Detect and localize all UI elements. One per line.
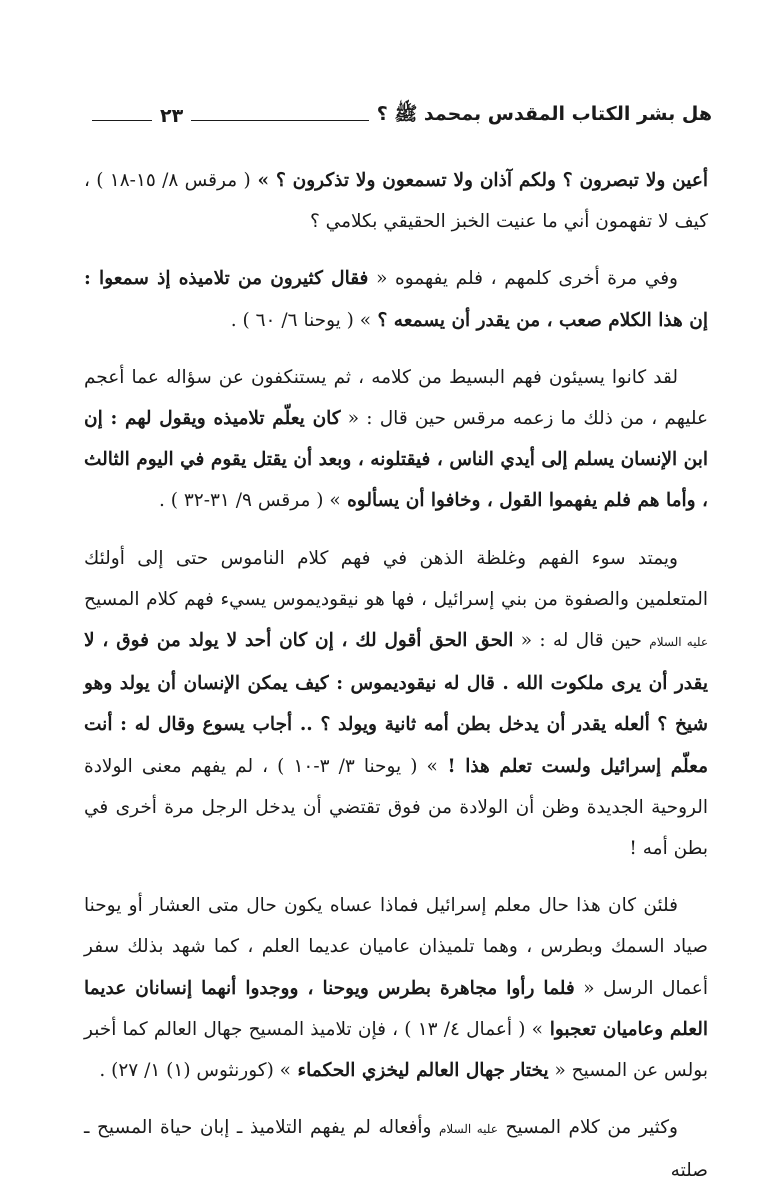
header-rule bbox=[191, 120, 369, 121]
body-run: لقد كانوا يسيئون فهم البسيط من كلامه ، ثم يستنكفون عن سؤاله عما أعجم عليهم ، من ذلك ما زعمه مرقس حين قال : « bbox=[84, 366, 708, 430]
body-run: » (كورنثوس (١) ١/ ٢٧) . bbox=[99, 1060, 291, 1082]
body-run: وكثير من كلام المسيح bbox=[497, 1117, 678, 1139]
quoted-text: يختار جهال العالم ليخزي الحكماء bbox=[291, 1060, 549, 1082]
header-title: هل بشر الكتاب المقدس بمحمد ﷺ ؟ bbox=[376, 103, 712, 125]
body-run: وفي مرة أخرى كلمهم ، فلم يفهموه « bbox=[368, 268, 678, 290]
body-run: فلئن كان هذا حال معلم إسرائيل فماذا عساه يكون حال متى العشار أو يوحنا صياد السمك وبطرس ، وهما تلميذان عاميان عديما العلم ، كما شهد بذلك سفر أعمال الرسل « bbox=[84, 895, 708, 999]
header-rule-end bbox=[92, 120, 152, 121]
honorific-text: عليه السلام bbox=[649, 635, 708, 650]
page-number: ٢٣ bbox=[160, 105, 184, 127]
paragraph bbox=[84, 258, 708, 340]
body-run: » ( أعمال ٤/ ١٣ ) ، فإن تلاميذ المسيح جهال العالم كما أخبر بولس عن المسيح « bbox=[84, 1018, 708, 1082]
quoted-text: أعين ولا تبصرون ؟ ولكم آذان ولا تسمعون ولا تذكرون ؟ » bbox=[250, 170, 709, 191]
honorific-text: عليه السلام bbox=[438, 1122, 498, 1137]
body-run: ويمتد سوء الفهم وغلظة الذهن في فهم كلام الناموس حتى إلى أولئك المتعلمين والصفوة من بني إسرائيل ، فها هو نيقوديموس يسيء فهم كلام المسيح bbox=[84, 547, 708, 610]
body-run: حين قال له : « bbox=[513, 630, 650, 652]
paragraph bbox=[84, 538, 708, 870]
body-text bbox=[84, 160, 708, 1192]
running-header bbox=[84, 98, 712, 134]
quoted-text: فلما رأوا مجاهرة بطرس ويوحنا ، ووجدوا أنهما إنسانان عديما العلم وعاميان تعجبوا bbox=[84, 977, 708, 1040]
paragraph bbox=[84, 1107, 708, 1191]
quoted-text: كان يعلّم تلاميذه ويقول لهم : إن ابن الإنسان يسلم إلى أيدي الناس ، فيقتلونه ، وبعد أن يقتل يقوم في اليوم الثالث ، وأما هم فلم يفهموا القول ، وخافوا أن يسألوه bbox=[84, 408, 708, 512]
paragraph bbox=[84, 885, 708, 1091]
body-run: » ( يوحنا ٦/ ٦٠ ) . bbox=[230, 309, 372, 331]
quoted-text: فقال كثيرون من تلاميذه إذ سمعوا : إن هذا الكلام صعب ، من يقدر أن يسمعه ؟ bbox=[84, 268, 708, 331]
body-run: ( مرقس ٨/ ١٥-١٨ ) ، كيف لا تفهمون أني ما عنيت الخبز الحقيقي بكلامي ؟ bbox=[84, 170, 708, 233]
body-run: » ( يوحنا ٣/ ٣-١٠ ) ، لم يفهم معنى الولادة الروحية الجديدة وظن أن الولادة من فوق تقتضي أن يدخل الرجل مرة أخرى في بطن أمه ! bbox=[84, 755, 708, 860]
paragraph bbox=[84, 160, 708, 242]
quoted-text: الحق الحق أقول لك ، إن كان أحد لا يولد من فوق ، لا يقدر أن يرى ملكوت الله . قال له نيقوديموس : كيف يمكن الإنسان أن يولد وهو شيخ ؟ ألعله يقدر أن يدخل بطن أمه ثانية ويولد ؟ .. أجاب يسوع وقال له : أنت معلّم إسرائيل ولست تعلم هذا ! bbox=[84, 630, 709, 777]
body-run: » ( مرقس ٩/ ٣١-٣٢ ) . bbox=[159, 490, 341, 512]
paragraph bbox=[84, 357, 708, 522]
body-run: وأفعاله لم يفهم التلاميذ ـ إبان حياة المسيح ـ صلته bbox=[84, 1117, 708, 1182]
